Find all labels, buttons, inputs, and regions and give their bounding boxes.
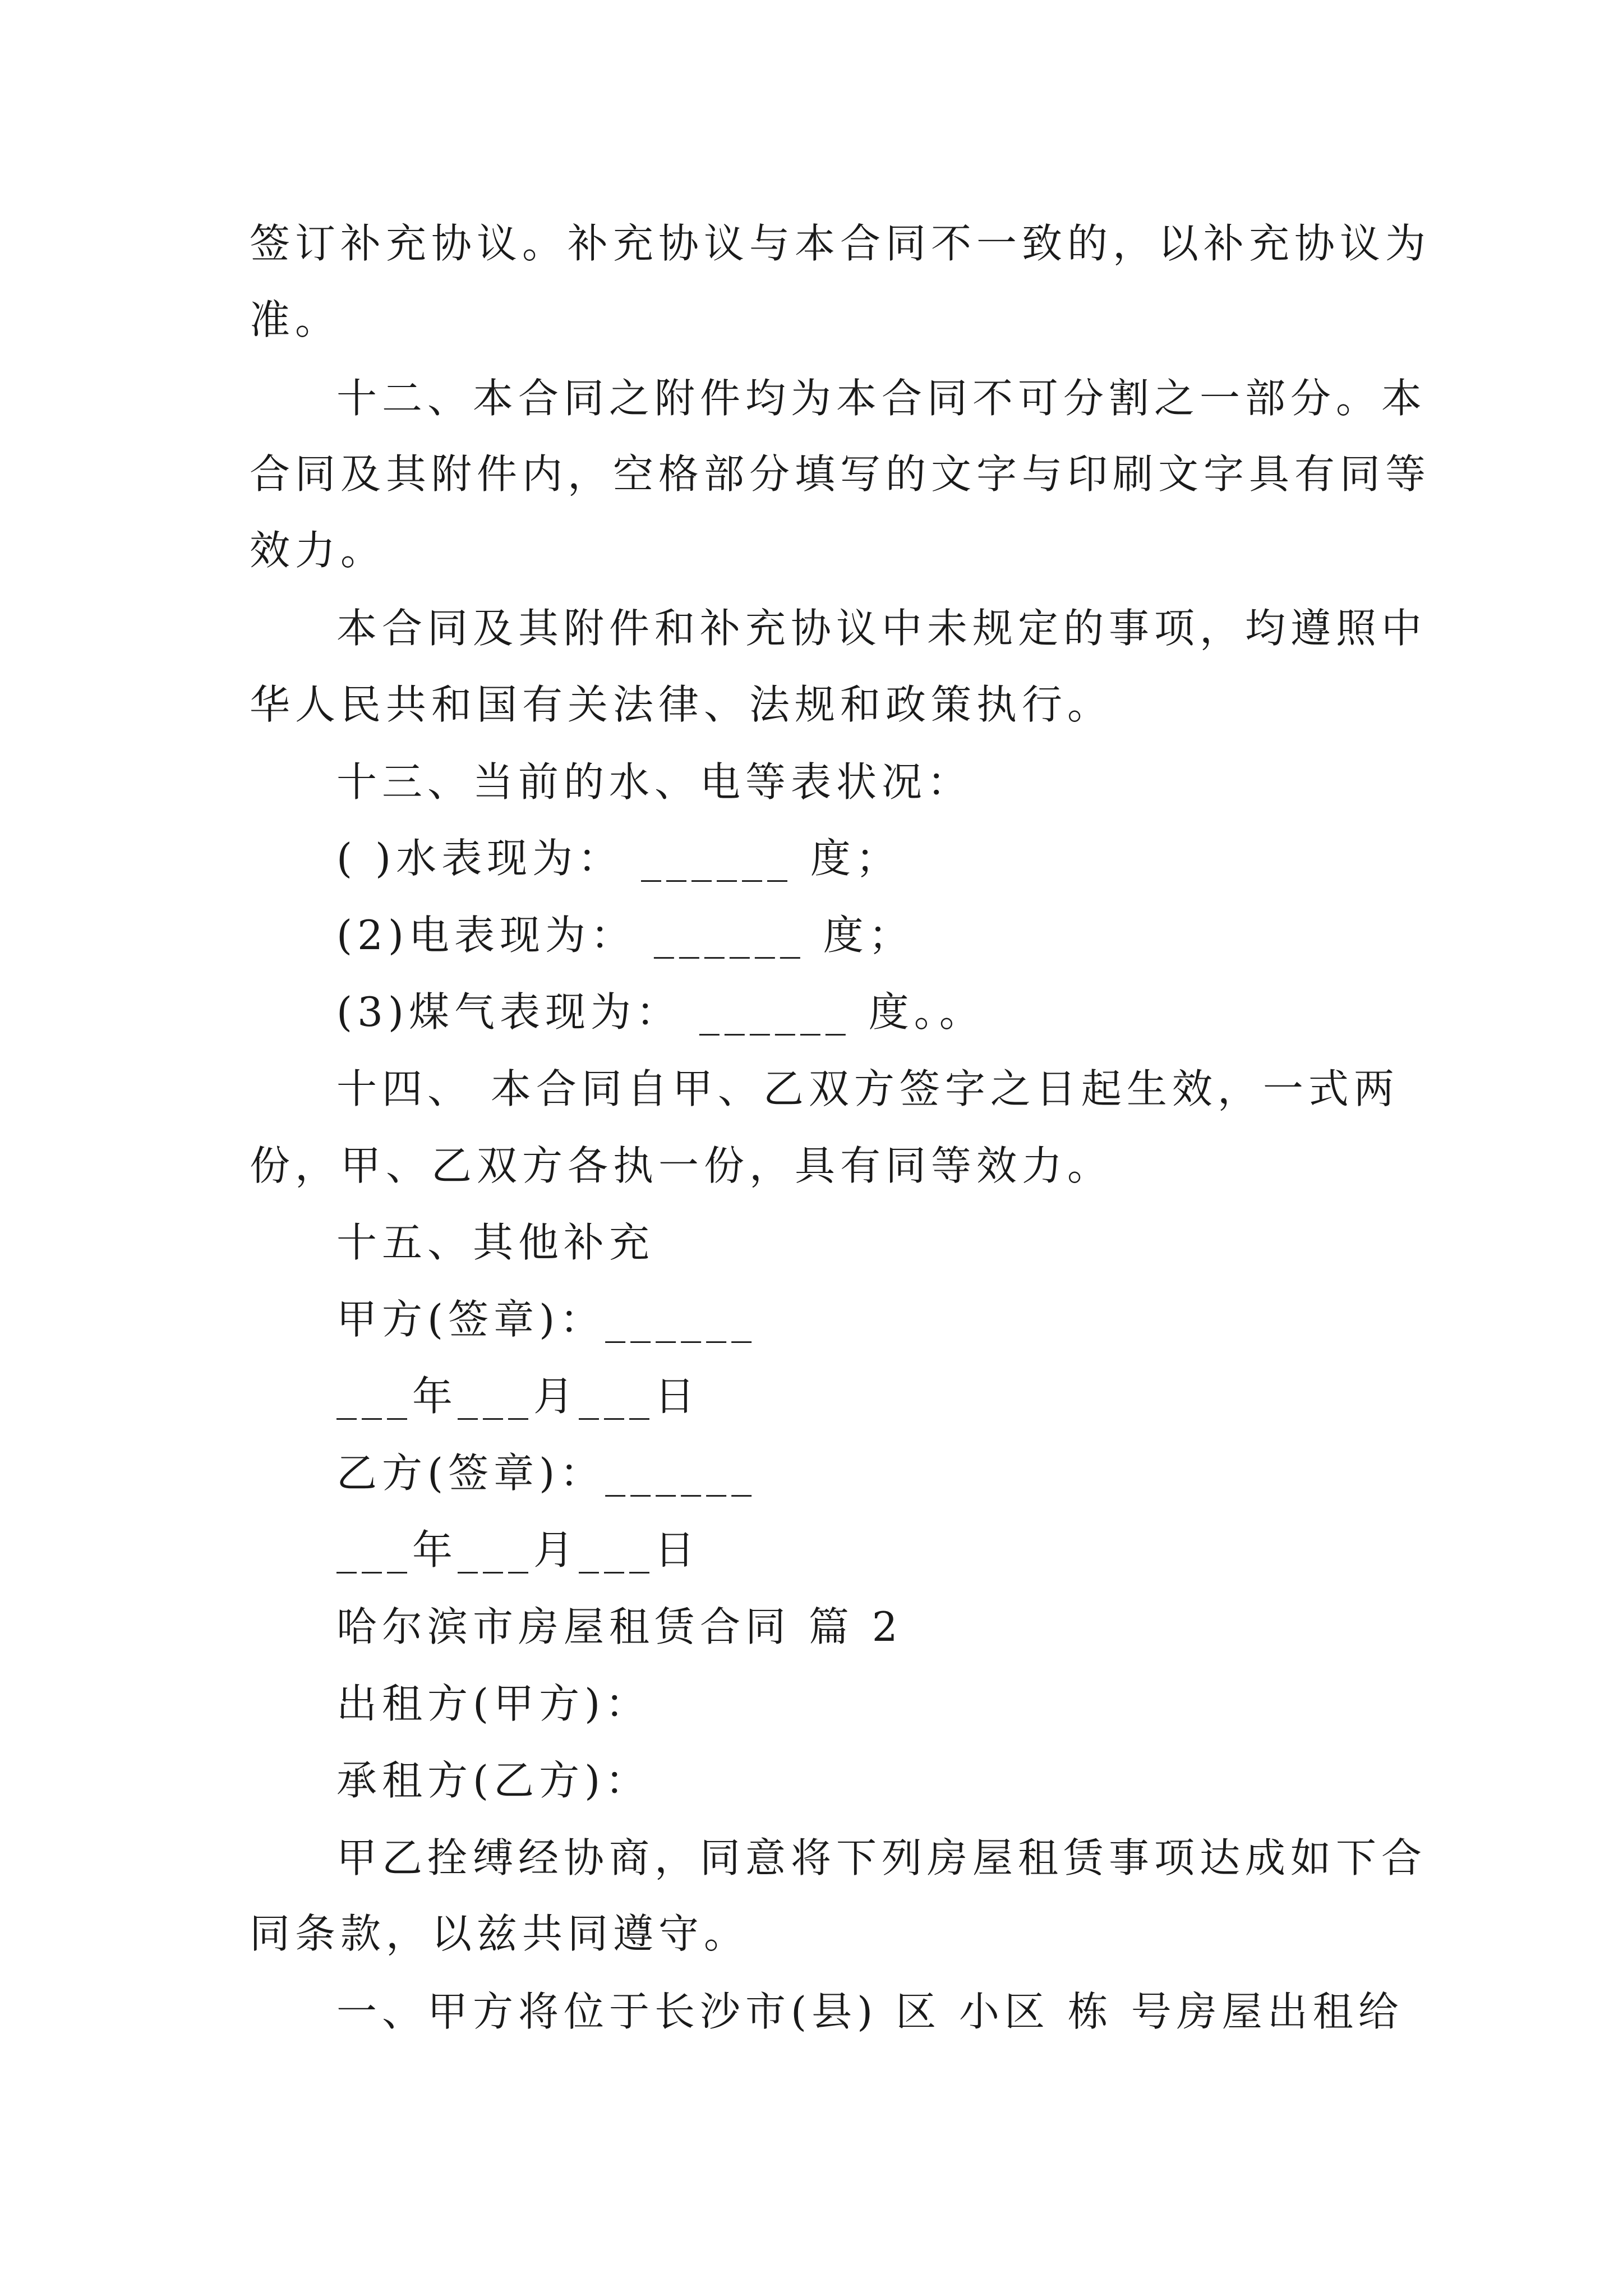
text-line: 乙方(签章)：______ <box>336 1450 757 1497</box>
text-line: 效力。 <box>250 527 386 574</box>
text-line: (3)煤气表现为： ______ 度。。 <box>336 988 985 1036</box>
section-heading: 哈尔滨市房屋租赁合同 篇 2 <box>336 1603 903 1650</box>
text-line: 份，甲、乙双方各执一份，具有同等效力。 <box>250 1142 1113 1189</box>
text-line: 甲方(签章)：______ <box>336 1296 757 1343</box>
text-line: 十五、其他补充 <box>336 1219 655 1266</box>
text-line: 出租方(甲方)： <box>336 1680 651 1727</box>
text-line: 一、甲方将位于长沙市(县) 区 小区 栋 号房屋出租给 <box>336 1988 1404 2035</box>
text-line: 甲乙拴缚经协商，同意将下列房屋租赁事项达成如下合 <box>336 1834 1427 1881</box>
text-line: 承租方(乙方)： <box>336 1757 651 1804</box>
text-line: ( )水表现为： ______ 度； <box>336 835 901 882</box>
text-line: 华人民共和国有关法律、法规和政策执行。 <box>250 681 1113 728</box>
text-line: 准。 <box>250 296 341 343</box>
text-line: 十三、当前的水、电等表状况： <box>336 758 973 806</box>
text-line: 签订补充协议。补充协议与本合同不一致的，以补充协议为 <box>250 220 1431 267</box>
text-line: ___年___月___日 <box>336 1526 700 1573</box>
text-line: 十二、本合同之附件均为本合同不可分割之一部分。本 <box>336 375 1427 422</box>
text-line: 十四、 本合同自甲、乙双方签字之日起生效，一式两 <box>336 1065 1399 1112</box>
text-line: 合同及其附件内，空格部分填写的文字与印刷文字具有同等 <box>250 450 1431 498</box>
text-line: (2)电表现为： ______ 度； <box>336 912 914 959</box>
text-line: ___年___月___日 <box>336 1373 700 1420</box>
text-line: 同条款，以兹共同遵守。 <box>250 1910 750 1957</box>
text-line: 本合同及其附件和补充协议中未规定的事项，均遵照中 <box>336 605 1427 652</box>
